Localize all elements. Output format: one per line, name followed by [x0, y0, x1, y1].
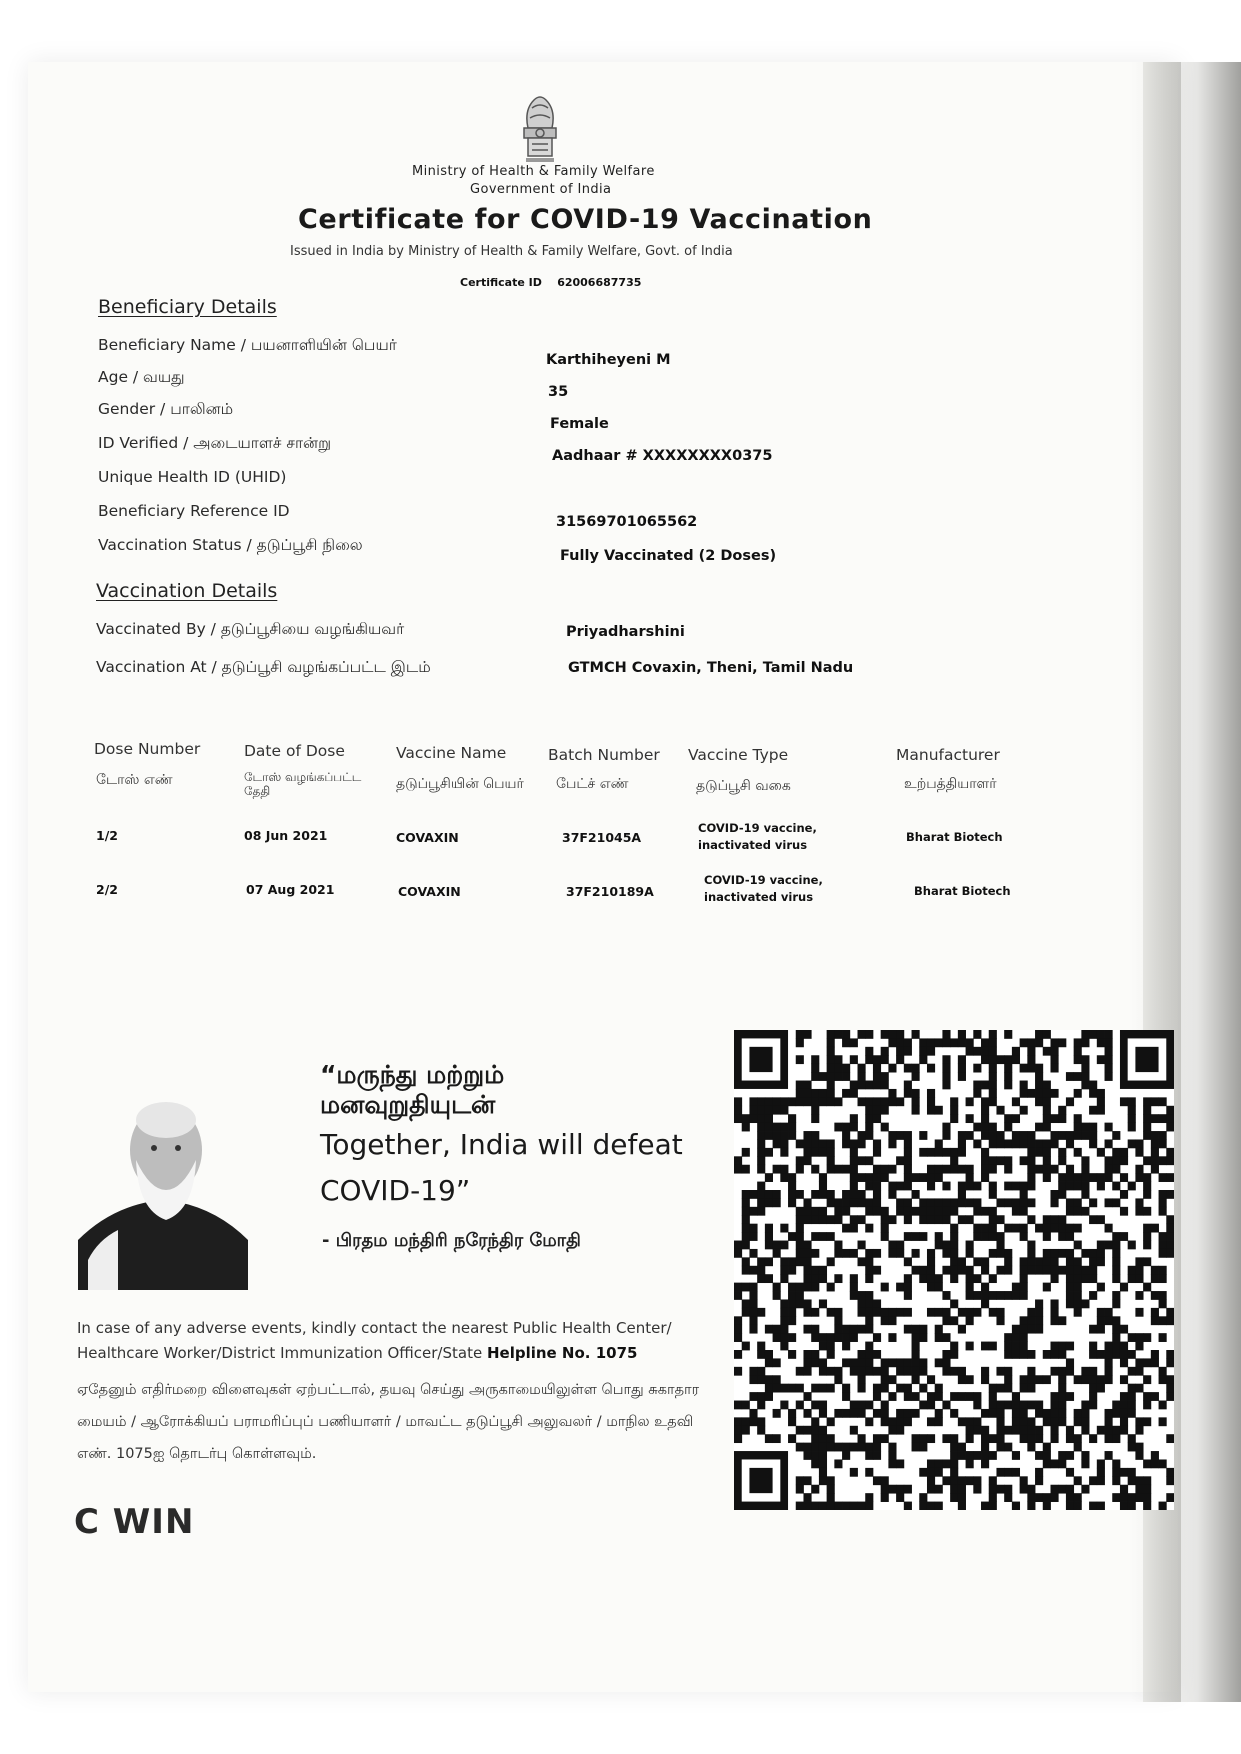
gender-label: Gender / பாலினம்: [98, 400, 234, 418]
ministry-name: Ministry of Health & Family Welfare: [412, 164, 655, 179]
reference-id-value: 31569701065562: [556, 514, 698, 530]
beneficiary-name-value: Karthiheyeni M: [546, 352, 671, 368]
row2-manufacturer: Bharat Biotech: [914, 884, 1011, 898]
helpline-number: Helpline No. 1075: [486, 1344, 638, 1362]
issued-by: Issued in India by Ministry of Health & Family Welfare, Govt. of India: [290, 244, 733, 259]
vaccination-status-value: Fully Vaccinated (2 Doses): [560, 548, 777, 564]
id-verified-value: Aadhaar # XXXXXXXX0375: [552, 448, 773, 464]
header-vaccine-name: Vaccine Name: [396, 744, 507, 762]
header-manufacturer: Manufacturer: [896, 746, 1000, 764]
vaccinated-by-value: Priyadharshini: [566, 624, 685, 640]
prime-minister-photo: [78, 1090, 248, 1290]
vaccinated-at-label: Vaccination At / தடுப்பூசி வழங்கப்பட்ட இடம்: [96, 658, 431, 676]
header-vaccine-type-ta: தடுப்பூசி வகை: [696, 778, 791, 794]
vaccination-status-label: Vaccination Status / தடுப்பூசி நிலை: [98, 536, 363, 554]
adverse-events-notice-tamil: ஏதேனும் எதிர்மறை விளைவுகள் ஏற்பட்டால், தயவு செய்து அருகாமையிலுள்ள பொது சுகாதார மையம் / ஆரோக்கியப் பராமரிப்புப் பணியாளர் / மாவட்ட தடுப்பூசி அலுவலர் / மாநில உதவி எண். 1075ஐ தொடர்பு கொள்ளவும்.: [77, 1382, 700, 1462]
government-name: Government of India: [470, 182, 612, 197]
row2-dose: 2/2: [96, 882, 118, 897]
row1-batch: 37F21045A: [562, 830, 642, 845]
id-verified-label: ID Verified / அடையாளச் சான்று: [98, 434, 332, 452]
header-vaccine-name-ta: தடுப்பூசியின் பெயர்: [396, 776, 524, 792]
age-label: Age / வயது: [98, 368, 185, 386]
header-date-of-dose-ta: டோஸ் வழங்கப்பட்ட தேதி: [244, 770, 362, 798]
vaccinated-by-label: Vaccinated By / தடுப்பூசியை வழங்கியவர்: [96, 620, 405, 638]
quote-attribution: - பிரதம மந்திரி நரேந்திர மோதி: [322, 1230, 581, 1251]
header-dose-number: Dose Number: [94, 740, 201, 758]
row1-dose: 1/2: [96, 828, 118, 843]
vaccination-heading: Vaccination Details: [96, 580, 278, 602]
uhid-label: Unique Health ID (UHID): [98, 468, 287, 486]
certificate-title: Certificate for COVID-19 Vaccination: [298, 204, 873, 235]
gender-value: Female: [550, 416, 609, 432]
qr-code[interactable]: [734, 1030, 1174, 1510]
reference-id-label: Beneficiary Reference ID: [98, 502, 290, 520]
adverse-events-notice: [77, 1316, 677, 1366]
header-vaccine-type: Vaccine Type: [688, 746, 789, 764]
beneficiary-heading: Beneficiary Details: [98, 296, 277, 318]
header-manufacturer-ta: உற்பத்தியாளர்: [904, 776, 997, 792]
header-batch-number-ta: பேட்ச் எண்: [556, 776, 629, 792]
row1-vaccine-type: COVID-19 vaccine, inactivated virus: [698, 821, 817, 852]
row1-manufacturer: Bharat Biotech: [906, 830, 1003, 844]
certificate-id: [460, 276, 641, 289]
row2-batch: 37F210189A: [566, 884, 654, 899]
header-dose-number-ta: டோஸ் எண்: [96, 772, 173, 788]
header-batch-number: Batch Number: [548, 746, 660, 764]
quote-english: Together, India will defeat COVID-19”: [320, 1128, 683, 1207]
cowin-logo: C WIN: [74, 1502, 195, 1542]
row1-date: 08 Jun 2021: [244, 828, 328, 843]
national-emblem-icon: [510, 88, 570, 166]
vaccinated-at-value: GTMCH Covaxin, Theni, Tamil Nadu: [568, 660, 854, 676]
certificate-id-value: 62006687735: [557, 276, 642, 289]
header-date-of-dose: Date of Dose: [244, 742, 345, 760]
adverse-events-text: In case of any adverse events, kindly contact the nearest Public Health Center/ Healthcare Worker/District Immunization Officer/State: [77, 1319, 672, 1362]
row2-date: 07 Aug 2021: [246, 882, 335, 897]
row2-vaccine-name: COVAXIN: [398, 884, 461, 899]
beneficiary-name-label: Beneficiary Name / பயனாளியின் பெயர்: [98, 336, 397, 354]
row1-vaccine-name: COVAXIN: [396, 830, 459, 845]
quote-tamil: “மருந்து மற்றும் மனவுறுதியுடன்: [320, 1060, 505, 1119]
age-value: 35: [548, 384, 569, 400]
row2-vaccine-type: COVID-19 vaccine, inactivated virus: [704, 873, 823, 904]
certificate-id-label: Certificate ID: [460, 276, 542, 289]
